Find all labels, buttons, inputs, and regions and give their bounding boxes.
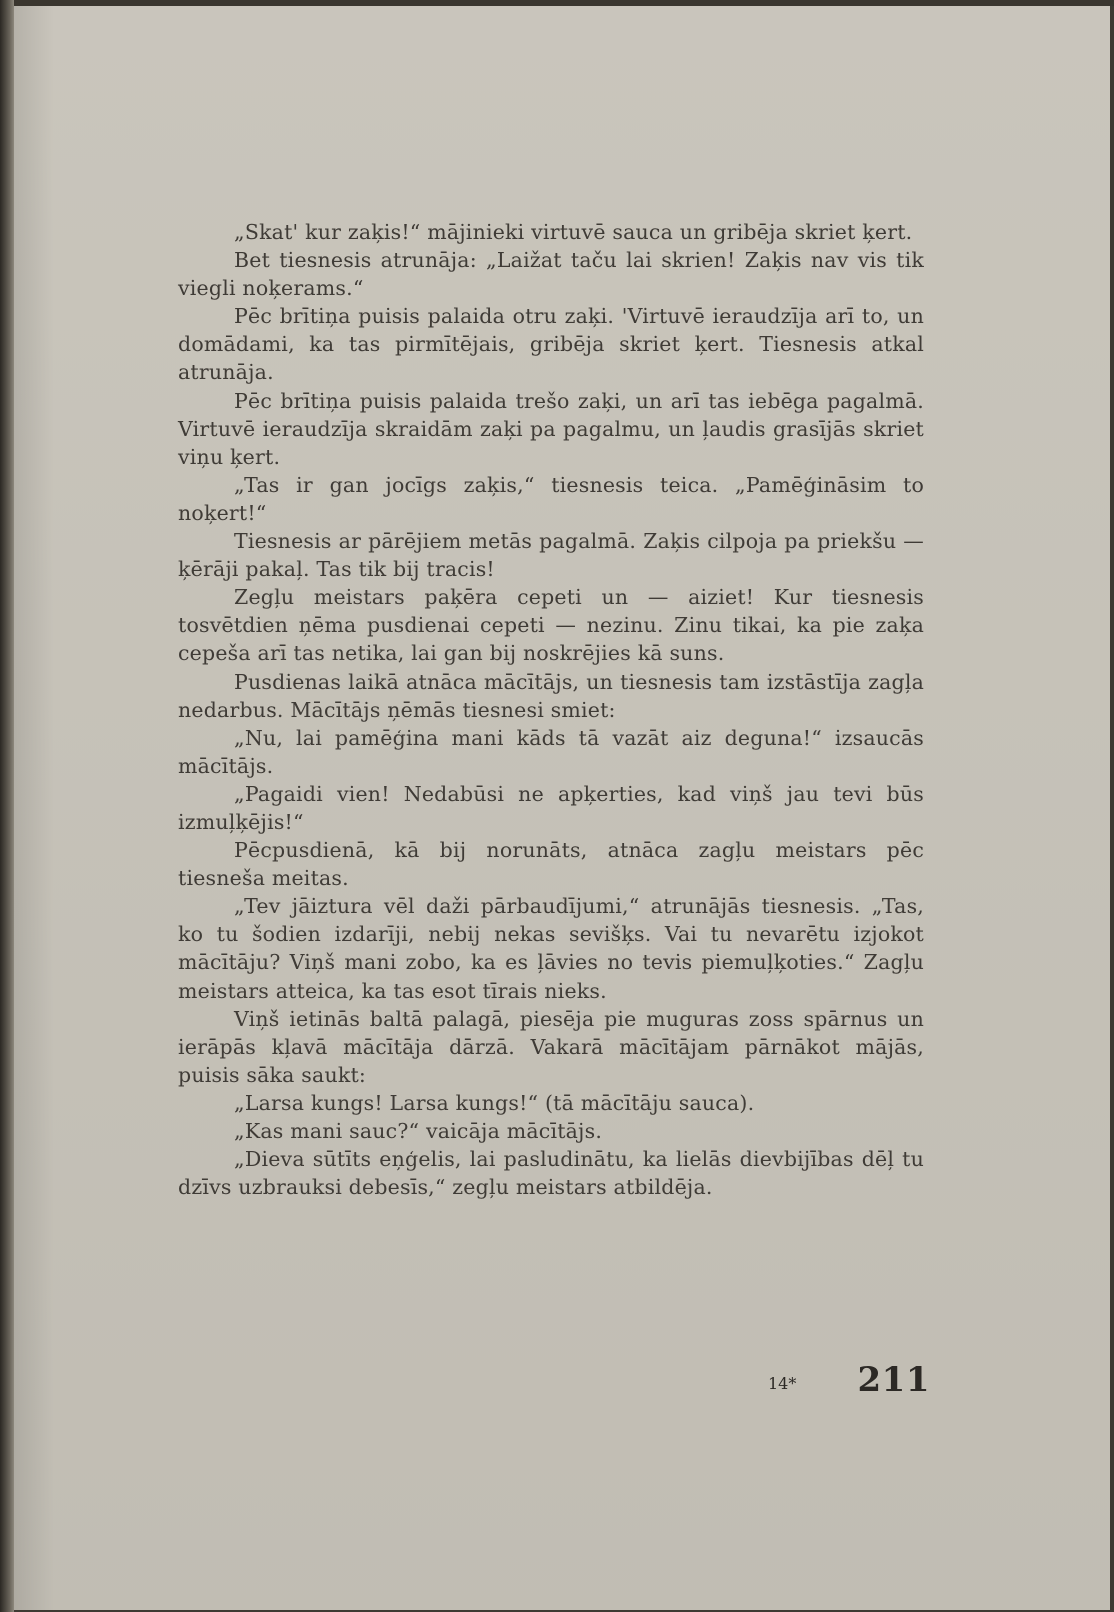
body-text	[178, 218, 924, 1201]
paragraph: „Larsa kungs! Larsa kungs!“ (tā mācītāju sauca).	[234, 1090, 755, 1115]
paragraph: „Skat' kur zaķis!“ mājinieki virtuvē sauca un gribēja skriet ķert.	[234, 220, 913, 244]
paragraph: Pēc brītiņa puisis palaida otru zaķi. 'Virtuvē ieraudzīja arī to, un domādami, ka tas pirmītējais, gribēja skriet ķert. Tiesnesis atkal atrunāja.	[178, 304, 924, 385]
paragraph: Bet tiesnesis atrunāja: „Laižat taču lai skrien! Zaķis nav vis tik viegli noķerams.“	[178, 248, 924, 301]
page-footer	[760, 1360, 930, 1400]
page-number: 211	[857, 1360, 930, 1400]
paragraph: „Kas mani sauc?“ vaicāja mācītājs.	[234, 1119, 603, 1143]
book-binding-edge	[0, 0, 14, 1612]
paragraph: Zegļu meistars paķēra cepeti un — aiziet! Kur tiesnesis tosvētdien ņēma pusdienai cepeti — nezinu. Zinu tikai, ka pie zaķa cepeša arī tas netika, lai gan bij noskrējies kā suns.	[178, 585, 924, 666]
paragraph: Viņš ietinās baltā palagā, piesēja pie muguras zoss spārnus un ierāpās kļavā mācītāja dārzā. Vakarā mācītājam pārnākot mājās, puisis sāka saukt:	[178, 1006, 924, 1087]
paragraph: „Nu, lai pamēģina mani kāds tā vazāt aiz deguna!“ izsaucās mācītājs.	[178, 725, 924, 778]
paragraph: Pēcpusdienā, kā bij norunāts, atnāca zagļu meistars pēc tiesneša meitas.	[178, 838, 924, 891]
paragraph: „Dieva sūtīts eņģelis, lai pasludinātu, ka lielās dievbijības dēļ tu dzīvs uzbrauksi debesīs,“ zegļu meistars atbildēja.	[178, 1147, 924, 1200]
paragraph: „Tev jāiztura vēl daži pārbaudījumi,“ atrunājās tiesnesis. „Tas, ko tu šodien izdarīji, nebij nekas sevišķs. Vai tu nevarētu izjokot mācītāju? Viņš mani zobo, ka es ļāvies no tevis piemuļķoties.“ Zagļu meistars atteica, ka tas esot tīrais nieks.	[178, 894, 924, 1003]
paragraph: Pusdienas laikā atnāca mācītājs, un tiesnesis tam izstāstīja zagļa nedarbus. Mācītājs ņēmās tiesnesi smiet:	[178, 669, 924, 722]
signature-mark: 14*	[768, 1374, 797, 1393]
paragraph: „Pagaidi vien! Nedabūsi ne apķerties, kad viņš jau tevi būs izmuļķējis!“	[178, 781, 924, 834]
paragraph: Pēc brītiņa puisis palaida trešo zaķi, un arī tas iebēga pagalmā. Virtuvē ieraudzīja skraidām zaķi pa pagalmu, un ļaudis grasījās skriet viņu ķert.	[178, 388, 924, 469]
paragraph: Tiesnesis ar pārējiem metās pagalmā. Zaķis cilpoja pa priekšu — ķērāji pakaļ. Tas tik bij tracis!	[178, 529, 924, 582]
paragraph: „Tas ir gan jocīgs zaķis,“ tiesnesis teica. „Pamēģināsim to noķert!“	[178, 472, 924, 525]
